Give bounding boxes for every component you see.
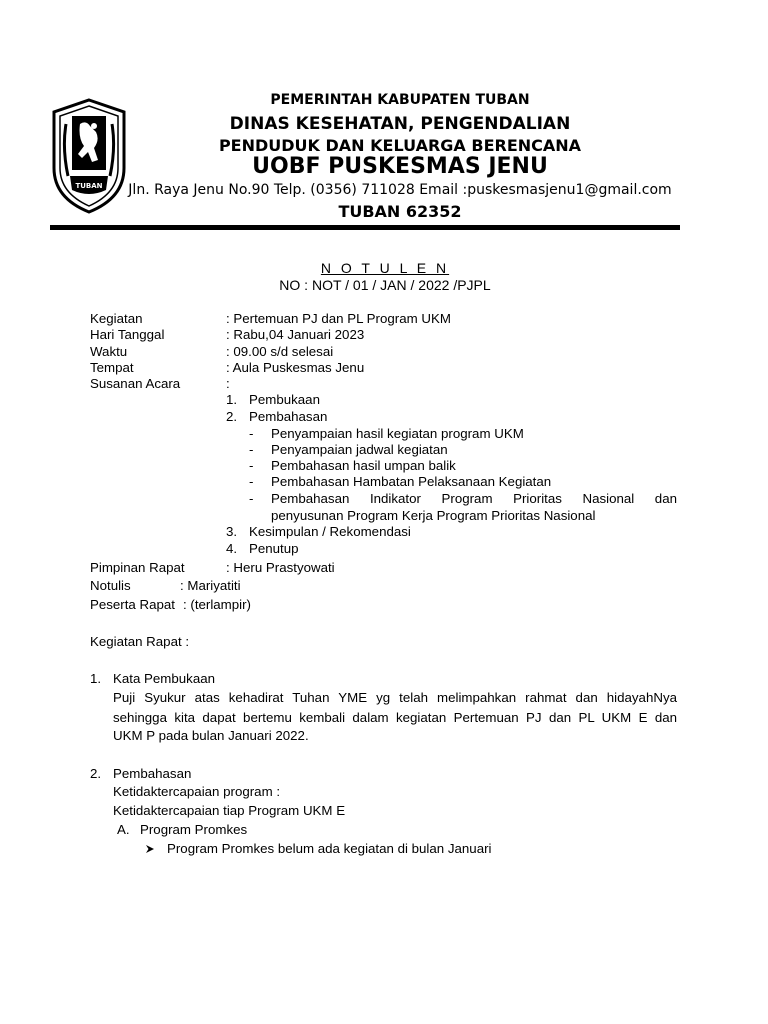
section-1-number: 1. [90, 671, 102, 686]
kegiatan-rapat-heading: Kegiatan Rapat : [90, 634, 190, 649]
agenda-sub-dash-1: - [249, 426, 254, 441]
document-number: NO : NOT / 01 / JAN / 2022 /PJPL [279, 277, 491, 293]
value-hari-tanggal: : Rabu,04 Januari 2023 [226, 327, 365, 342]
document-title: N O T U L E N [320, 260, 450, 276]
section-1-line-3: UKM P pada bulan Januari 2022. [113, 728, 309, 743]
section-2-line-2: Ketidaktercapaian tiap Program UKM E [113, 803, 346, 818]
agenda-sub-5: Pembahasan Indikator Program Prioritas Nasional dan [271, 491, 677, 506]
value-tempat: : Aula Puskesmas Jenu [226, 360, 365, 375]
value-peserta-rapat: : (terlampir) [183, 597, 251, 612]
agenda-item-3: Kesimpulan / Rekomendasi [249, 524, 411, 539]
header-puskesmas: UOBF PUSKESMAS JENU [252, 154, 548, 179]
label-pimpinan-rapat: Pimpinan Rapat [90, 560, 185, 575]
arrowhead-bullet-icon [145, 844, 155, 854]
header-divider [50, 225, 680, 230]
label-kegiatan: Kegiatan [90, 311, 143, 326]
label-peserta-rapat: Peserta Rapat [90, 597, 176, 612]
agenda-sub-dash-4: - [249, 474, 254, 489]
value-kegiatan: : Pertemuan PJ dan PL Program UKM [226, 311, 451, 326]
agenda-sub-dash-3: - [249, 458, 254, 473]
label-tempat: Tempat [90, 360, 134, 375]
value-waktu: : 09.00 s/d selesai [226, 344, 334, 359]
label-notulis: Notulis [90, 578, 131, 593]
bullet-item-1: Program Promkes belum ada kegiatan di bulan Januari [167, 841, 492, 856]
kabupaten-tuban-logo [50, 98, 128, 214]
agenda-num-3: 3. [226, 524, 238, 539]
value-notulis: : Mariyatiti [180, 578, 241, 593]
agenda-sub-dash-5: - [249, 491, 254, 506]
header-department: DINAS KESEHATAN, PENGENDALIAN [229, 114, 571, 134]
label-waktu: Waktu [90, 344, 128, 359]
header-city: TUBAN 62352 [338, 202, 462, 221]
label-hari-tanggal: Hari Tanggal [90, 327, 165, 342]
subsection-a-title: Program Promkes [140, 822, 248, 837]
agenda-sub-2: Penyampaian jadwal kegiatan [271, 442, 448, 457]
agenda-sub-5-cont: penyusunan Program Kerja Program Prioritas Nasional [271, 508, 596, 523]
header-department-2: PENDUDUK DAN KELUARGA BERENCANA [218, 136, 582, 155]
header-government: PEMERINTAH KABUPATEN TUBAN [270, 92, 530, 108]
value-pimpinan-rapat: : Heru Prastyowati [226, 560, 335, 575]
logo-text: TUBAN [75, 182, 103, 190]
agenda-num-4: 4. [226, 541, 238, 556]
subsection-a-letter: A. [117, 822, 130, 837]
agenda-sub-3: Pembahasan hasil umpan balik [271, 458, 456, 473]
agenda-item-2: Pembahasan [249, 409, 328, 424]
section-1-line-2: sehingga kita dapat bertemu kembali dalam kegiatan Pertemuan PJ dan PL UKM E dan [113, 710, 677, 725]
agenda-item-1: Pembukaan [249, 392, 320, 407]
section-2-line-1: Ketidaktercapaian program : [113, 784, 281, 799]
section-2-title: Pembahasan [113, 766, 192, 781]
agenda-sub-4: Pembahasan Hambatan Pelaksanaan Kegiatan [271, 474, 552, 489]
agenda-num-1: 1. [226, 392, 238, 407]
section-1-title: Kata Pembukaan [113, 671, 216, 686]
header-address: Jln. Raya Jenu No.90 Telp. (0356) 711028 Email :puskesmasjenu1@gmail.com [128, 182, 672, 198]
value-susunan-acara: : [226, 376, 230, 391]
label-susunan-acara: Susanan Acara [90, 376, 181, 391]
section-1-line-1: Puji Syukur atas kehadirat Tuhan YME yg telah melimpahkan rahmat dan hidayahNya [113, 690, 677, 705]
section-2-number: 2. [90, 766, 102, 781]
agenda-num-2: 2. [226, 409, 238, 424]
agenda-item-4: Penutup [249, 541, 299, 556]
agenda-sub-1: Penyampaian hasil kegiatan program UKM [271, 426, 524, 441]
agenda-sub-dash-2: - [249, 442, 254, 457]
